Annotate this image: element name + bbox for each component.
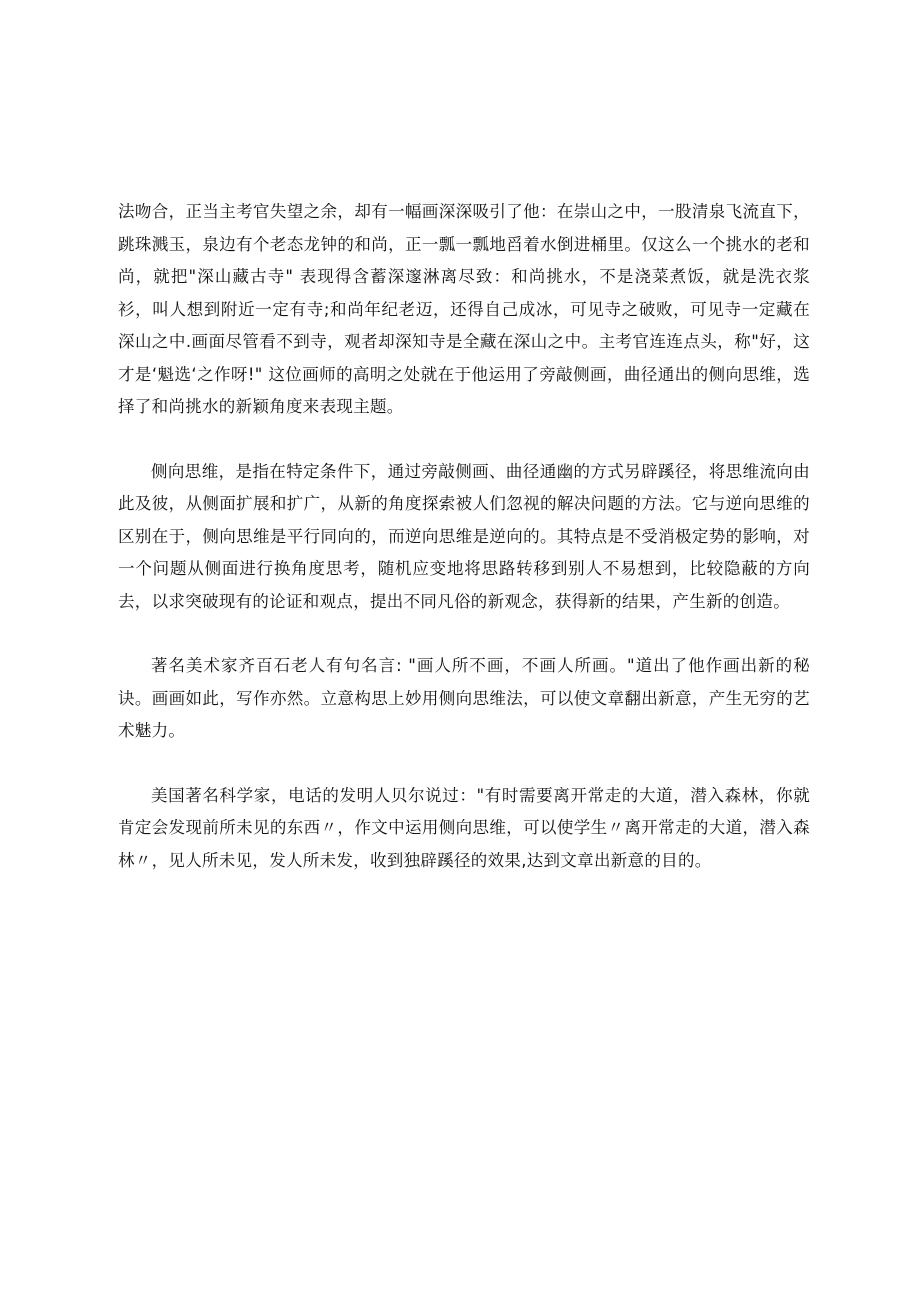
- paragraph-2: 侧向思维，是指在特定条件下，通过旁敲侧画、曲径通幽的方式另辟蹊径，将思维流向由此及彼，从侧面扩展和扩广，从新的角度探索被人们忽视的解决问题的方法。它与逆向思维的区别在于，侧向思维是平行同向的，而逆向思维是逆向的。其特点是不受消极定势的影响，对一个问题从侧面进行换角度思考，随机应变地将思路转移到别人不易想到，比较隐蔽的方向去，以求突破现有的论证和观点，提出不同凡俗的新观念，获得新的结果，产生新的创造。: [118, 461, 810, 611]
- paragraph-gap: [118, 424, 810, 456]
- document-body: [118, 196, 810, 877]
- paragraph-4: 美国著名科学家，电话的发明人贝尔说过："有时需要离开常走的大道，潜入森林，你就肯定会发现前所未见的东西〃，作文中运用侧向思维，可以使学生〃离开常走的大道，潜入森林〃，见人所未见，发人所未发，收到独辟蹊径的效果,达到文章出新意的目的。: [118, 785, 810, 870]
- paragraph-1: 法吻合，正当主考官失望之余，却有一幅画深深吸引了他：在崇山之中，一股清泉飞流直下，跳珠溅玉，泉边有个老态龙钟的和尚，正一瓢一瓢地舀着水倒进桶里。仅这么一个挑水的老和尚，就把"深山藏古寺" 表现得含蓄深邃淋离尽致：和尚挑水，不是浇菜煮饭，就是洗衣浆衫，叫人想到附近一定有寺;和尚年纪老迈，还得自己成冰，可见寺之破败，可见寺一定藏在深山之中.画面尽管看不到寺，观者却深知寺是全藏在深山之中。主考官连连点头，称"好，这才是‘魁选‘之作呀!" 这位画师的高明之处就在于他运用了旁敲侧画，曲径通出的侧向思维，选择了和尚挑水的新颖角度来表现主题。: [118, 202, 810, 416]
- paragraph-3: 著名美术家齐百石老人有句名言: "画人所不画，不画人所画。"道出了他作画出新的秘诀。画画如此，写作亦然。立意构思上妙用侧向思维法，可以使文章翻出新意，产生无穷的艺术魅力。: [118, 656, 810, 740]
- paragraph-gap: [118, 748, 810, 780]
- paragraph-gap: [118, 618, 810, 650]
